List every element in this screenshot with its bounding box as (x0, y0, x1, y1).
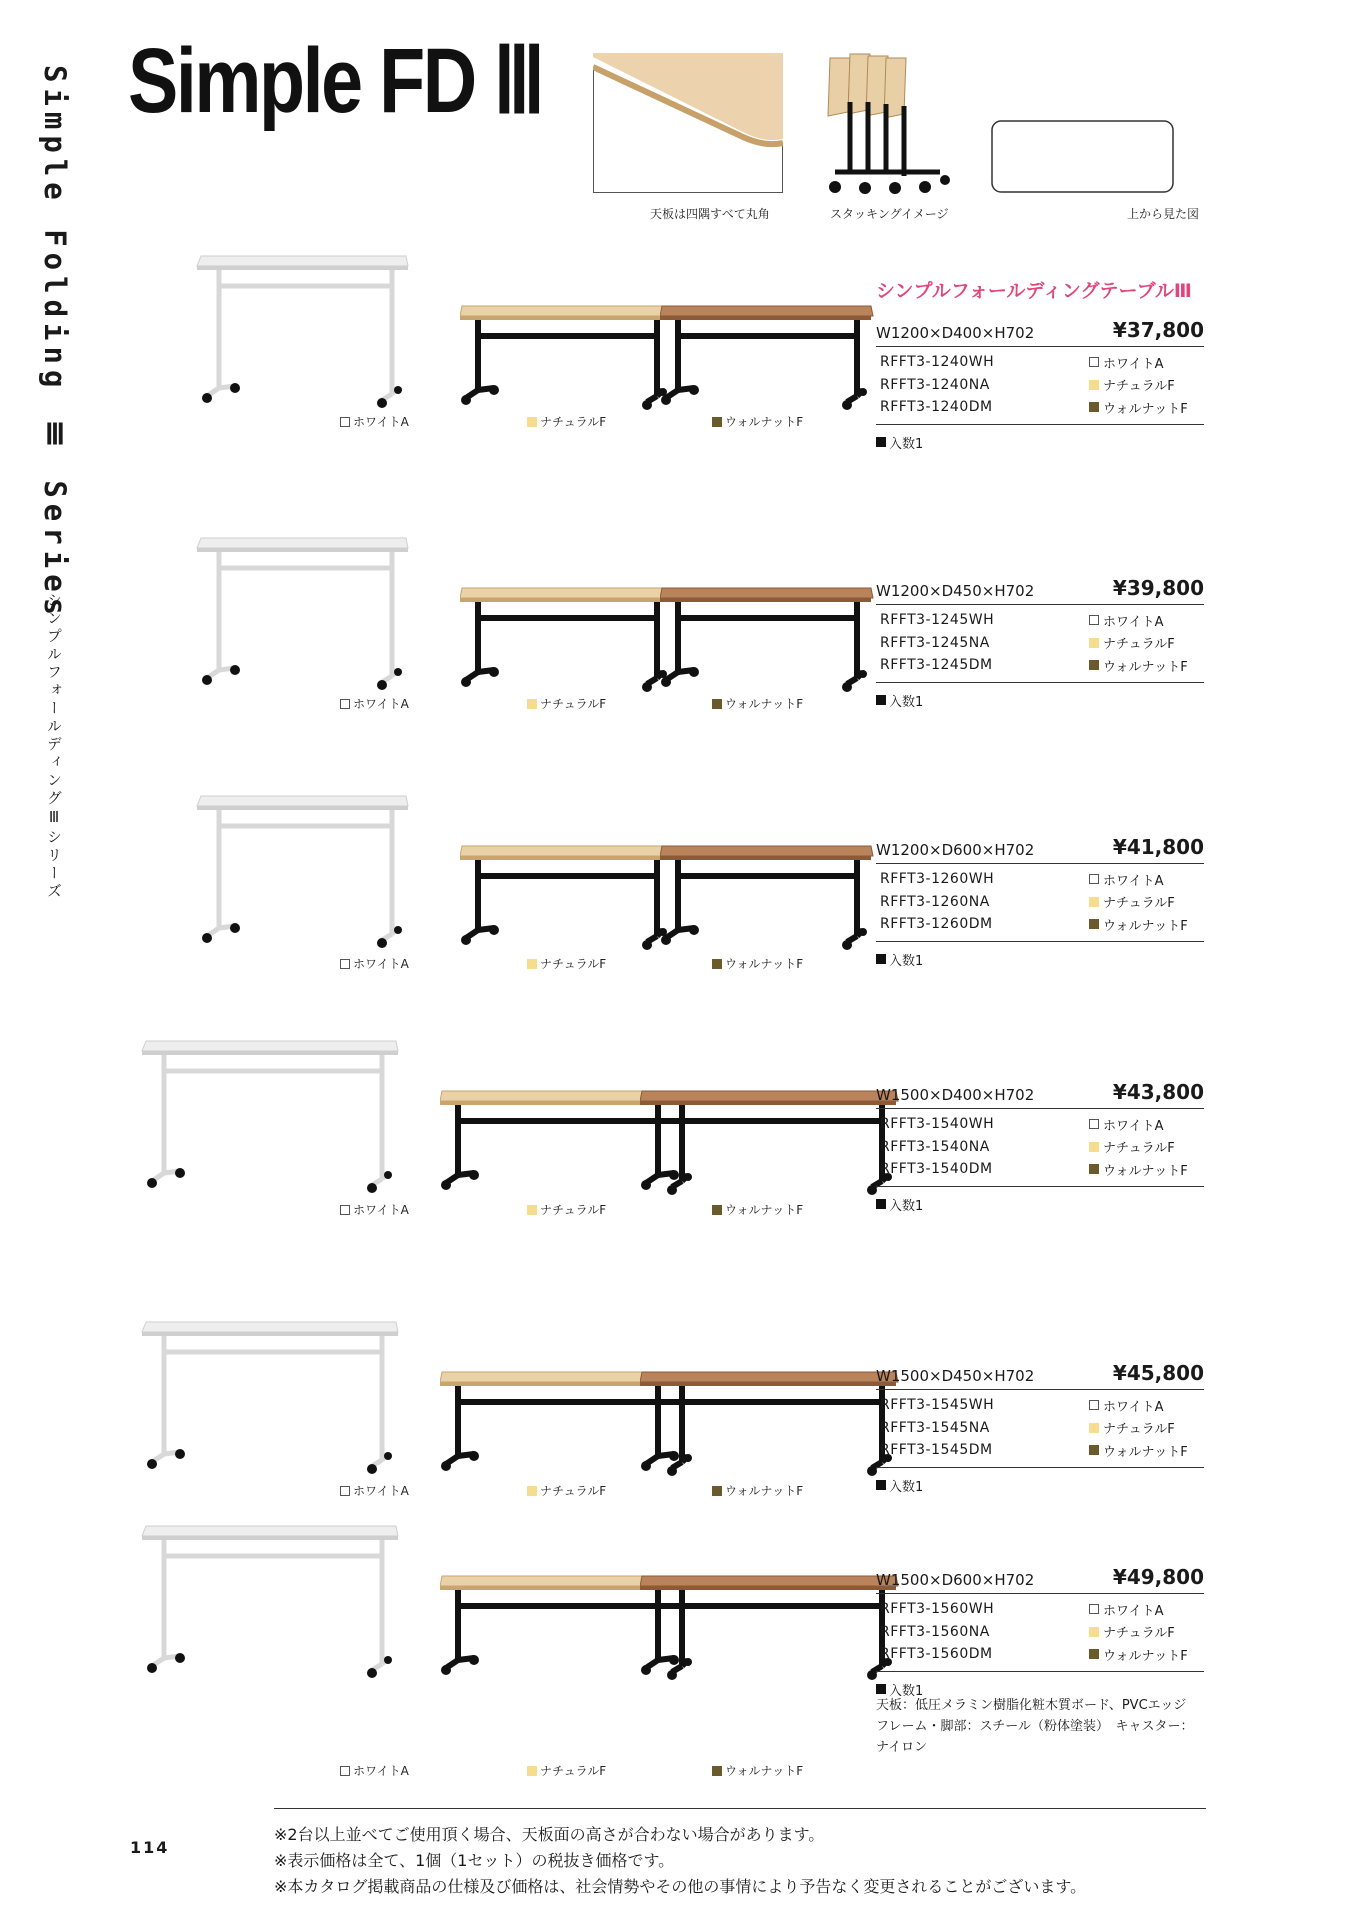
quantity (876, 950, 1204, 969)
size-price-line (876, 318, 1204, 347)
color-label (1089, 611, 1204, 630)
table-image-walnut (660, 302, 875, 412)
swatch-natural-icon (1089, 1423, 1099, 1433)
color-label (1089, 1137, 1204, 1156)
size: W1500×D450×H702 (876, 1367, 1035, 1385)
swatch-natural-icon (1089, 380, 1099, 390)
table-image-white (195, 250, 410, 410)
color-label (1089, 375, 1204, 394)
table-walnut-illustration (640, 1368, 900, 1478)
quantity-text: 入数1 (889, 694, 924, 710)
product-code: RFFT3-1240DM (880, 399, 993, 416)
series-side-label-jp: シンプルフォールディングⅢシリーズ (45, 592, 63, 901)
size-price-line (876, 1361, 1204, 1390)
square-bullet-icon (876, 695, 886, 705)
size: W1500×D600×H702 (876, 1571, 1035, 1589)
size-price-line (876, 835, 1204, 864)
swatch-white-icon (1089, 874, 1099, 884)
color-name: ウォルナットF (1103, 918, 1188, 934)
swatch-white-icon (340, 699, 350, 709)
table-white-illustration (195, 532, 410, 692)
swatch-walnut-icon (712, 1205, 722, 1215)
table-image-walnut (640, 1087, 900, 1197)
color-name: ウォルナットF (1103, 659, 1188, 675)
swatch-walnut-icon (712, 1766, 722, 1776)
color-name: ホワイトA (1103, 1603, 1164, 1619)
product-code: RFFT3-1545WH (880, 1397, 995, 1414)
table-image-white (195, 532, 410, 692)
code-row (876, 1598, 1204, 1621)
swatch-label: ナチュラルF (540, 1764, 607, 1778)
swatch-caption-natural (527, 955, 606, 972)
swatch-caption-walnut (712, 413, 803, 430)
size-price-line (876, 576, 1204, 605)
product-code: RFFT3-1240NA (880, 376, 990, 393)
code-row (876, 1643, 1204, 1666)
spec-block (876, 1565, 1204, 1699)
code-row (876, 1621, 1204, 1644)
swatch-caption-natural (527, 413, 606, 430)
code-row (876, 1158, 1204, 1181)
swatch-caption-natural (527, 1201, 606, 1218)
product-code: RFFT3-1245DM (880, 657, 993, 674)
swatch-caption-walnut (712, 1201, 803, 1218)
table-image-walnut (660, 842, 875, 952)
note-2: ※表示価格は全て、1個（1セット）の税抜き価格です。 (274, 1851, 675, 1870)
swatch-caption-natural (527, 1762, 606, 1779)
swatch-natural-icon (527, 1486, 537, 1496)
swatch-caption-white (340, 1201, 409, 1218)
swatch-natural-icon (527, 1205, 537, 1215)
swatch-label: ナチュラルF (540, 1484, 607, 1498)
spec-block (876, 1080, 1204, 1214)
square-bullet-icon (876, 954, 886, 964)
color-label (1089, 633, 1204, 652)
swatch-walnut-icon (1089, 1164, 1099, 1174)
swatch-natural-icon (527, 417, 537, 427)
table-walnut-illustration (660, 584, 875, 694)
swatch-label: ウォルナットF (725, 1484, 804, 1498)
notes (274, 1822, 1086, 1900)
swatch-label: ナチュラルF (540, 1203, 607, 1217)
size: W1200×D600×H702 (876, 841, 1035, 859)
swatch-label: ホワイトA (353, 1484, 409, 1498)
code-row (876, 396, 1204, 419)
top-view-caption: 上から見た図 (1127, 207, 1200, 221)
swatch-caption-walnut (712, 955, 803, 972)
code-row (876, 609, 1204, 632)
product-code: RFFT3-1240WH (880, 354, 995, 371)
code-list (876, 1109, 1204, 1187)
price: ¥37,800 (1112, 318, 1204, 342)
size: W1200×D450×H702 (876, 582, 1035, 600)
quantity-text: 入数1 (889, 436, 924, 452)
quantity-text: 入数1 (889, 953, 924, 969)
spec-block (876, 1361, 1204, 1495)
price: ¥41,800 (1112, 835, 1204, 859)
swatch-walnut-icon (712, 959, 722, 969)
product-code: RFFT3-1245NA (880, 634, 990, 651)
notes-divider (274, 1808, 1206, 1809)
swatch-caption-white (340, 955, 409, 972)
code-list (876, 605, 1204, 683)
product-code: RFFT3-1260DM (880, 916, 993, 933)
table-walnut-illustration (660, 842, 875, 952)
product-name: シンプルフォールディングテーブルⅢ (876, 280, 1192, 302)
swatch-white-icon (340, 1205, 350, 1215)
swatch-white-icon (1089, 1604, 1099, 1614)
product-code: RFFT3-1545NA (880, 1419, 990, 1436)
product-code: RFFT3-1560WH (880, 1601, 995, 1618)
code-row (876, 1113, 1204, 1136)
code-row (876, 351, 1204, 374)
swatch-natural-icon (527, 699, 537, 709)
color-label (1089, 915, 1204, 934)
swatch-walnut-icon (1089, 919, 1099, 929)
product-code: RFFT3-1540WH (880, 1116, 995, 1133)
color-label (1089, 1441, 1204, 1460)
square-bullet-icon (876, 1199, 886, 1209)
color-name: ナチュラルF (1103, 1422, 1175, 1438)
table-walnut-illustration (660, 302, 875, 412)
square-bullet-icon (876, 1684, 886, 1694)
table-image-walnut (660, 584, 875, 694)
color-name: ホワイトA (1103, 1118, 1164, 1134)
color-name: ウォルナットF (1103, 401, 1188, 417)
price: ¥39,800 (1112, 576, 1204, 600)
spec-block (876, 835, 1204, 969)
table-white-illustration (140, 1316, 400, 1476)
swatch-caption-white (340, 695, 409, 712)
code-list (876, 1594, 1204, 1672)
swatch-label: ホワイトA (353, 957, 409, 971)
swatch-white-icon (340, 417, 350, 427)
code-row (876, 891, 1204, 914)
swatch-white-icon (1089, 1400, 1099, 1410)
swatch-white-icon (1089, 1119, 1099, 1129)
spec-block (876, 318, 1204, 452)
quantity (876, 1476, 1204, 1495)
table-white-illustration (140, 1520, 400, 1680)
swatch-label: ウォルナットF (725, 1203, 804, 1217)
color-name: ナチュラルF (1103, 1626, 1175, 1642)
note-1: ※2台以上並べてご使用頂く場合、天板面の高さが合わない場合があります。 (274, 1825, 825, 1844)
table-image-natural (460, 302, 675, 412)
swatch-label: ウォルナットF (725, 957, 804, 971)
quantity-text: 入数1 (889, 1683, 924, 1699)
swatch-caption-walnut (712, 1762, 803, 1779)
color-label (1089, 1115, 1204, 1134)
swatch-white-icon (340, 1766, 350, 1776)
code-row (876, 913, 1204, 936)
swatch-natural-icon (1089, 1627, 1099, 1637)
swatch-label: ホワイトA (353, 1764, 409, 1778)
table-white-illustration (140, 1035, 400, 1195)
color-name: ナチュラルF (1103, 1141, 1175, 1157)
product-code: RFFT3-1260NA (880, 893, 990, 910)
code-row (876, 1439, 1204, 1462)
swatch-label: ナチュラルF (540, 415, 607, 429)
table-natural-illustration (460, 584, 675, 694)
size: W1200×D400×H702 (876, 324, 1035, 342)
swatch-walnut-icon (1089, 402, 1099, 412)
product-code: RFFT3-1560NA (880, 1623, 990, 1640)
table-image-natural (460, 842, 675, 952)
stacking-caption: スタッキングイメージ (830, 207, 949, 221)
code-list (876, 347, 1204, 425)
swatch-label: ナチュラルF (540, 697, 607, 711)
swatch-white-icon (1089, 615, 1099, 625)
color-label (1089, 1418, 1204, 1437)
color-name: ナチュラルF (1103, 637, 1175, 653)
swatch-label: ホワイトA (353, 697, 409, 711)
swatch-caption-walnut (712, 1482, 803, 1499)
page-number: 114 (130, 1838, 170, 1857)
color-label (1089, 656, 1204, 675)
color-label (1089, 1600, 1204, 1619)
swatch-walnut-icon (1089, 1649, 1099, 1659)
quantity (876, 1195, 1204, 1214)
swatch-label: ナチュラルF (540, 957, 607, 971)
price: ¥45,800 (1112, 1361, 1204, 1385)
color-label (1089, 1396, 1204, 1415)
color-name: ウォルナットF (1103, 1648, 1188, 1664)
product-code: RFFT3-1540NA (880, 1138, 990, 1155)
color-name: ウォルナットF (1103, 1163, 1188, 1179)
swatch-walnut-icon (1089, 660, 1099, 670)
table-white-illustration (195, 790, 410, 950)
table-walnut-illustration (640, 1572, 900, 1682)
table-walnut-illustration (640, 1087, 900, 1197)
swatch-walnut-icon (1089, 1445, 1099, 1455)
table-natural-illustration (460, 302, 675, 412)
swatch-label: ホワイトA (353, 1203, 409, 1217)
series-side-label: Simple Folding Ⅲ Series (38, 65, 72, 622)
table-image-white (140, 1316, 400, 1476)
swatch-walnut-icon (712, 417, 722, 427)
color-name: ナチュラルF (1103, 379, 1175, 395)
page-title: Simple FD Ⅲ (128, 30, 543, 132)
table-image-white (140, 1035, 400, 1195)
code-row (876, 1136, 1204, 1159)
swatch-natural-icon (527, 1766, 537, 1776)
code-row (876, 1394, 1204, 1417)
swatch-caption-white (340, 1482, 409, 1499)
quantity (876, 691, 1204, 710)
quantity-text: 入数1 (889, 1479, 924, 1495)
note-3: ※本カタログ掲載商品の仕様及び価格は、社会情勢やその他の事情により予告なく変更されることがございます。 (274, 1877, 1087, 1896)
quantity-text: 入数1 (889, 1198, 924, 1214)
table-image-natural (460, 584, 675, 694)
swatch-walnut-icon (712, 1486, 722, 1496)
code-row (876, 868, 1204, 891)
swatch-caption-natural (527, 695, 606, 712)
corner-detail-image (593, 53, 783, 197)
code-row (876, 654, 1204, 677)
product-code: RFFT3-1245WH (880, 612, 995, 629)
color-name: ホワイトA (1103, 356, 1164, 372)
code-list (876, 1390, 1204, 1468)
swatch-natural-icon (1089, 1142, 1099, 1152)
table-image-white (140, 1520, 400, 1680)
color-name: ホワイトA (1103, 614, 1164, 630)
table-natural-illustration (460, 842, 675, 952)
color-label (1089, 1622, 1204, 1641)
product-code: RFFT3-1560DM (880, 1646, 993, 1663)
top-view-image (991, 120, 1174, 197)
swatch-natural-icon (1089, 638, 1099, 648)
code-list (876, 864, 1204, 942)
stacking-image (810, 52, 970, 201)
swatch-label: ウォルナットF (725, 415, 804, 429)
color-name: ホワイトA (1103, 1399, 1164, 1415)
swatch-natural-icon (1089, 897, 1099, 907)
swatch-caption-white (340, 413, 409, 430)
swatch-caption-natural (527, 1482, 606, 1499)
swatch-natural-icon (527, 959, 537, 969)
color-label (1089, 1160, 1204, 1179)
color-label (1089, 870, 1204, 889)
material-spec: 天板：低圧メラミン樹脂化粧木質ボード、PVCエッジ フレーム・脚部：スチール（粉体塗装） キャスター：ナイロン (876, 1698, 1200, 1755)
size: W1500×D400×H702 (876, 1086, 1035, 1104)
price: ¥49,800 (1112, 1565, 1204, 1589)
swatch-label: ホワイトA (353, 415, 409, 429)
table-white-illustration (195, 250, 410, 410)
swatch-white-icon (1089, 357, 1099, 367)
swatch-white-icon (340, 1486, 350, 1496)
product-code: RFFT3-1540DM (880, 1161, 993, 1178)
square-bullet-icon (876, 437, 886, 447)
color-name: ホワイトA (1103, 873, 1164, 889)
swatch-caption-walnut (712, 695, 803, 712)
color-name: ナチュラルF (1103, 896, 1175, 912)
table-image-walnut (640, 1572, 900, 1682)
color-label (1089, 892, 1204, 911)
price: ¥43,800 (1112, 1080, 1204, 1104)
color-label (1089, 398, 1204, 417)
table-image-white (195, 790, 410, 950)
product-code: RFFT3-1545DM (880, 1442, 993, 1459)
color-label (1089, 1645, 1204, 1664)
quantity (876, 433, 1204, 452)
code-row (876, 1417, 1204, 1440)
code-row (876, 632, 1204, 655)
size-price-line (876, 1565, 1204, 1594)
swatch-walnut-icon (712, 699, 722, 709)
swatch-white-icon (340, 959, 350, 969)
product-code: RFFT3-1260WH (880, 871, 995, 888)
size-price-line (876, 1080, 1204, 1109)
square-bullet-icon (876, 1480, 886, 1490)
code-row (876, 374, 1204, 397)
swatch-label: ウォルナットF (725, 1764, 804, 1778)
spec-block (876, 576, 1204, 710)
swatch-label: ウォルナットF (725, 697, 804, 711)
corner-caption: 天板は四隅すべて丸角 (650, 207, 770, 221)
color-label (1089, 353, 1204, 372)
table-image-walnut (640, 1368, 900, 1478)
color-name: ウォルナットF (1103, 1444, 1188, 1460)
swatch-caption-white (340, 1762, 409, 1779)
